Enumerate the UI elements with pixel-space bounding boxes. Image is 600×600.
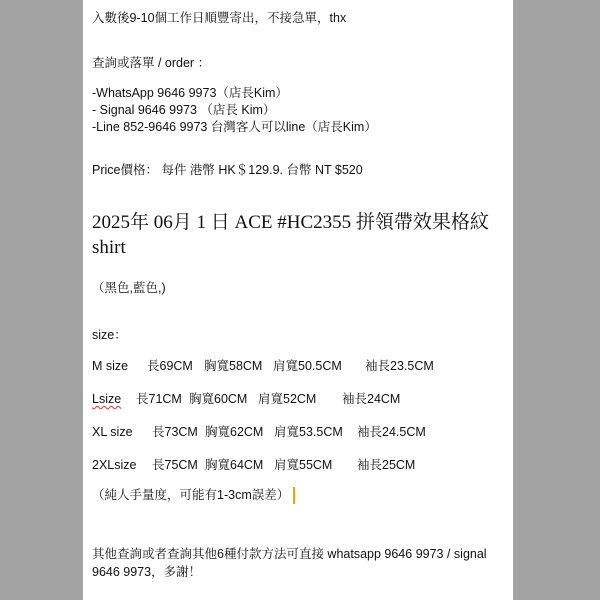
size-chest: 胸寬62CM — [205, 425, 264, 439]
size-length: 長69CM — [147, 359, 193, 373]
product-title: 2025年 06月 1 日 ACE #HC2355 拼領帶效果格紋shirt — [92, 212, 489, 258]
size-chest: 胸寬58CM — [204, 359, 263, 373]
contact-line: -Line 852-9646 9973 台灣客人可以line（店長Kim） — [92, 120, 377, 134]
size-chest: 胸寬60CM — [189, 392, 248, 406]
document-page — [83, 0, 513, 600]
size-sleeve: 袖長25CM — [357, 458, 416, 472]
size-sleeve: 袖長24CM — [342, 392, 401, 406]
size-label: 2XLsize — [92, 458, 137, 472]
order-heading: 查詢或落單 / order ： — [92, 56, 211, 70]
footer-contact: 其他查詢或者查詢其他6種付款方法可直接 whatsapp 9646 9973 / signal 9646 9973，多謝！ — [92, 547, 487, 579]
size-length: 長73CM — [152, 425, 198, 439]
color-options: （黑色,藍色,) — [92, 281, 166, 295]
size-row-l — [92, 391, 400, 407]
size-shoulder: 肩寬52CM — [258, 392, 317, 406]
contact-signal: - Signal 9646 9973 （店長 Kim） — [92, 103, 276, 117]
size-shoulder: 肩寬50.5CM — [273, 359, 342, 373]
size-row-2xl — [92, 457, 415, 473]
size-row-xl — [92, 424, 426, 440]
size-sleeve: 袖長23.5CM — [365, 359, 434, 373]
shipping-note: 入數後9-10個工作日順豐寄出，不接急單，thx — [92, 11, 347, 25]
size-chest: 胸寬64CM — [205, 458, 264, 472]
size-shoulder: 肩寬53.5CM — [274, 425, 343, 439]
measurement-note — [92, 487, 295, 504]
size-length: 長75CM — [152, 458, 198, 472]
text-cursor — [293, 487, 295, 504]
contact-whatsapp: -WhatsApp 9646 9973（店長Kim） — [92, 86, 288, 100]
size-shoulder: 肩寬55CM — [274, 458, 333, 472]
size-sleeve: 袖長24.5CM — [357, 425, 426, 439]
size-label: Lsize — [92, 392, 122, 406]
price-line: Price價格： 每件 港幣 HK＄129.9. 台幣 NT $520 — [92, 163, 363, 177]
size-heading: size： — [92, 328, 127, 342]
size-row-m — [92, 358, 434, 374]
size-length: 長71CM — [136, 392, 182, 406]
size-label: M size — [92, 359, 129, 373]
measurement-note-text: （純人手量度，可能有1-3cm誤差） — [92, 488, 290, 502]
size-label: XL size — [92, 425, 133, 439]
